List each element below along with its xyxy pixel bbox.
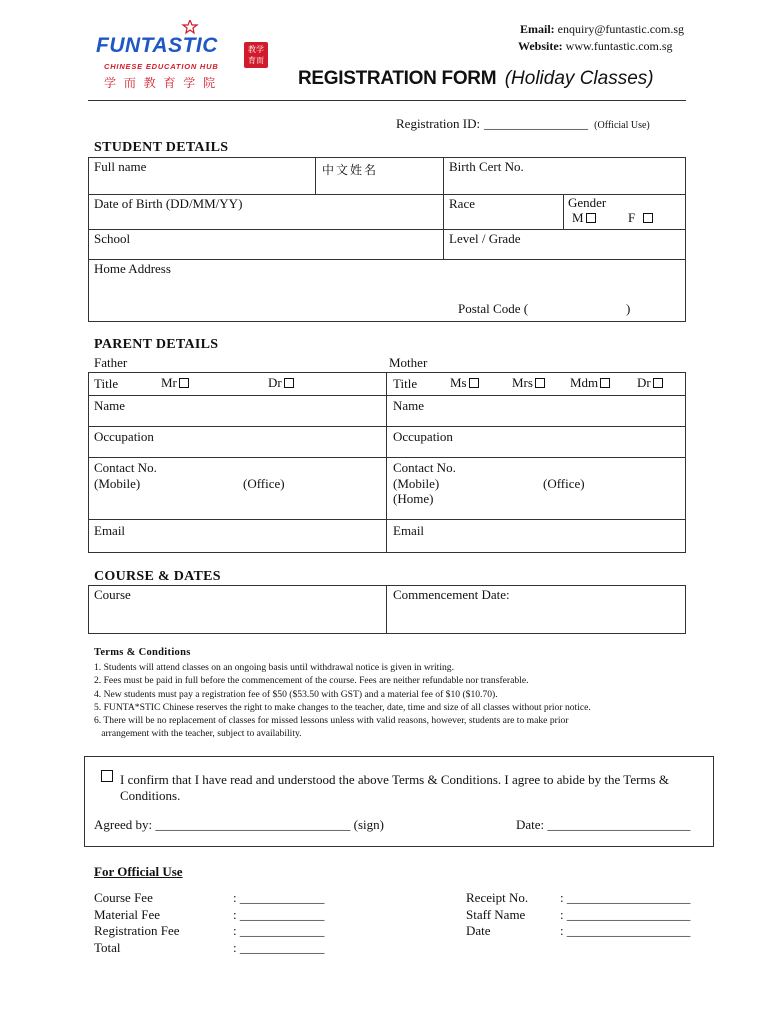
student-details-heading: STUDENT DETAILS — [94, 140, 229, 155]
registration-id-blank[interactable]: ________________ — [484, 116, 589, 131]
terms-item: arrangement with the teacher, subject to availability. — [94, 728, 302, 740]
mother-title-mrs[interactable] — [512, 375, 545, 391]
mother-title-mdm-checkbox[interactable] — [600, 378, 610, 388]
gender-m-option[interactable] — [572, 210, 596, 226]
material-fee-label: Material Fee — [94, 906, 161, 922]
title-divider — [88, 100, 686, 101]
course-fee-field[interactable] — [233, 890, 324, 907]
confirm-date-blank[interactable]: ______________________ — [547, 817, 691, 832]
mother-title-mrs-checkbox[interactable] — [535, 378, 545, 388]
divider — [563, 194, 564, 229]
mother-title-dr-label: Dr — [637, 375, 651, 390]
gender-label: Gender — [568, 195, 607, 210]
mother-title-label: Title — [393, 376, 418, 391]
father-title-dr[interactable] — [268, 375, 294, 391]
level-field[interactable]: Level / Grade — [449, 231, 521, 246]
form-title: REGISTRATION FORM — [298, 68, 497, 89]
receipt-no-field[interactable] — [560, 890, 690, 907]
father-title-mr-label: Mr — [161, 375, 177, 390]
divider — [88, 395, 686, 396]
terms-item: 4. New students must pay a registration fee of $50 ($53.50 with GST) and a material fee of $10 ($10.70). — [94, 688, 498, 700]
terms-heading: Terms & Conditions — [94, 647, 191, 658]
email-value[interactable]: enquiry@funtastic.com.sg — [557, 22, 685, 36]
divider — [386, 585, 387, 634]
total-field[interactable] — [233, 940, 324, 957]
svg-text:育而: 育而 — [248, 56, 264, 65]
terms-item: 6. There will be no replacement of classes for missed lessons unless with valid reasons, however, students are to make prior — [94, 715, 569, 727]
mother-name-field[interactable]: Name — [393, 398, 425, 413]
divider — [88, 519, 686, 520]
registration-fee-label: Registration Fee — [94, 923, 180, 938]
father-name-field[interactable]: Name — [94, 398, 126, 413]
father-title-dr-label: Dr — [268, 375, 282, 390]
mother-home-field[interactable]: (Home) — [393, 491, 434, 506]
website-value[interactable]: www.funtastic.com.sg — [565, 39, 673, 53]
registration-id-note: (Official Use) — [594, 120, 650, 131]
agreed-by-blank[interactable]: ______________________________ — [155, 817, 351, 832]
gender-f-label: F — [628, 210, 636, 225]
divider — [443, 157, 444, 259]
official-date-label: Date — [466, 923, 491, 938]
colon: : — [560, 906, 564, 922]
material-fee-blank[interactable]: _____________ — [239, 906, 325, 922]
form-subtitle: (Holiday Classes) — [504, 68, 654, 89]
logo — [94, 20, 274, 92]
official-date-blank[interactable]: ___________________ — [566, 923, 691, 938]
course-dates-heading: COURSE & DATES — [94, 569, 221, 584]
staff-name-label: Staff Name — [466, 906, 526, 922]
email-label: Email: — [520, 22, 555, 36]
official-right-labels — [466, 890, 528, 940]
mother-mobile-field[interactable]: (Mobile) — [393, 476, 440, 491]
logo-star-icon — [183, 20, 197, 33]
student-details-table — [88, 157, 686, 322]
official-right-blanks — [560, 890, 690, 940]
father-occupation-field[interactable]: Occupation — [94, 429, 154, 444]
father-mobile-field[interactable]: (Mobile) — [94, 476, 141, 491]
gender-m-label: M — [572, 210, 584, 225]
confirm-text-line2: Conditions. — [120, 788, 181, 803]
official-left-blanks — [233, 890, 324, 956]
mother-title-ms-label: Ms — [450, 375, 467, 390]
postal-code-label: Postal Code ( — [458, 301, 529, 316]
receipt-no-blank[interactable]: ___________________ — [566, 890, 691, 905]
father-email-field[interactable]: Email — [94, 523, 126, 538]
father-title-mr[interactable] — [161, 375, 189, 391]
divider — [315, 157, 316, 194]
colon: : — [560, 890, 564, 905]
mother-occupation-field[interactable]: Occupation — [393, 429, 453, 444]
mother-title-mdm-label: Mdm — [570, 375, 599, 390]
logo-subtitle: CHINESE EDUCATION HUB — [104, 62, 219, 71]
parent-details-table — [88, 372, 686, 553]
official-date-field[interactable] — [560, 923, 690, 940]
agreed-by-label: Agreed by: — [94, 817, 153, 832]
receipt-no-label: Receipt No. — [466, 890, 529, 905]
mother-title-dr[interactable] — [637, 375, 663, 391]
staff-name-blank[interactable]: ___________________ — [566, 906, 691, 922]
course-dates-table — [88, 585, 686, 634]
home-address-field[interactable]: Home Address — [94, 261, 171, 276]
staff-name-field[interactable] — [560, 907, 690, 924]
mother-title-ms[interactable] — [450, 375, 479, 391]
registration-fee-field[interactable] — [233, 923, 324, 940]
total-blank[interactable]: _____________ — [239, 939, 325, 955]
confirm-date[interactable] — [516, 817, 690, 833]
divider — [386, 372, 387, 553]
mother-contact-label: Contact No. — [393, 460, 456, 475]
mother-title-ms-checkbox[interactable] — [469, 378, 479, 388]
registration-id[interactable] — [396, 115, 650, 133]
mother-email-field[interactable]: Email — [393, 523, 425, 538]
official-use-heading: For Official Use — [94, 864, 183, 879]
dob-field[interactable]: Date of Birth (DD/MM/YY) — [94, 196, 243, 211]
colon: : — [233, 923, 237, 938]
website-label: Website: — [518, 39, 563, 53]
colon: : — [233, 890, 237, 905]
father-title-label: Title — [94, 376, 119, 391]
official-left-labels — [94, 890, 180, 956]
terms-item: 5. FUNTA*STIC Chinese reserves the right to make changes to the teacher, date, time and size of all classes without prior notice. — [94, 701, 591, 713]
mother-heading: Mother — [389, 355, 428, 370]
gender-m-checkbox[interactable] — [586, 213, 596, 223]
total-label: Total — [94, 939, 121, 955]
course-field[interactable]: Course — [94, 587, 131, 602]
agreed-by[interactable] — [94, 817, 384, 833]
mother-office-field[interactable]: (Office) — [543, 476, 585, 491]
commencement-date-field[interactable]: Commencement Date: — [393, 587, 510, 602]
terms-list — [94, 661, 591, 741]
confirm-checkbox[interactable] — [101, 770, 113, 782]
race-field[interactable]: Race — [449, 196, 475, 211]
gender-f-option[interactable] — [628, 210, 653, 226]
school-field[interactable]: School — [94, 231, 131, 246]
mother-title-mdm[interactable] — [570, 375, 610, 391]
course-fee-label: Course Fee — [94, 890, 153, 905]
father-title-mr-checkbox[interactable] — [179, 378, 189, 388]
postal-code-close: ) — [626, 301, 631, 316]
mother-title-dr-checkbox[interactable] — [653, 378, 663, 388]
chinese-name-field[interactable]: 中文姓名 — [322, 163, 379, 177]
father-heading: Father — [94, 355, 128, 370]
terms-item: 1. Students will attend classes on an ongoing basis until withdrawal notice is given in writing. — [94, 662, 454, 673]
full-name-field[interactable]: Full name — [94, 159, 147, 174]
confirm-date-label: Date: — [516, 817, 545, 832]
registration-fee-blank[interactable]: _____________ — [239, 923, 325, 938]
colon: : — [233, 906, 237, 922]
logo-chinese: 学 而 教 育 学 院 — [104, 76, 218, 90]
course-fee-blank[interactable]: _____________ — [239, 890, 325, 905]
logo-wordmark: FUNTASTIC — [96, 34, 218, 57]
contact-website — [518, 39, 673, 54]
material-fee-field[interactable] — [233, 907, 324, 924]
divider — [88, 457, 686, 458]
svg-text:教学: 教学 — [248, 45, 264, 54]
contact-email — [520, 22, 684, 37]
mother-title-mrs-label: Mrs — [512, 375, 533, 390]
birth-cert-field[interactable]: Birth Cert No. — [449, 159, 524, 174]
divider — [88, 259, 686, 260]
father-office-field[interactable]: (Office) — [243, 476, 285, 491]
registration-id-label: Registration ID: — [396, 116, 481, 131]
terms-item: 2. Fees must be paid in full before the commencement of the course. Fees are neither refundable nor transferable. — [94, 675, 529, 687]
colon: : — [233, 939, 237, 955]
colon: : — [560, 923, 564, 938]
gender-f-checkbox[interactable] — [643, 213, 653, 223]
page-title — [298, 68, 654, 90]
divider — [88, 229, 686, 230]
divider — [88, 426, 686, 427]
father-title-dr-checkbox[interactable] — [284, 378, 294, 388]
confirm-text-line1: I confirm that I have read and understood the above Terms & Conditions. I agree to abide by the Terms & — [120, 772, 669, 787]
sign-label: (sign) — [353, 817, 384, 832]
parent-details-heading: PARENT DETAILS — [94, 337, 219, 352]
father-contact-label: Contact No. — [94, 460, 157, 475]
